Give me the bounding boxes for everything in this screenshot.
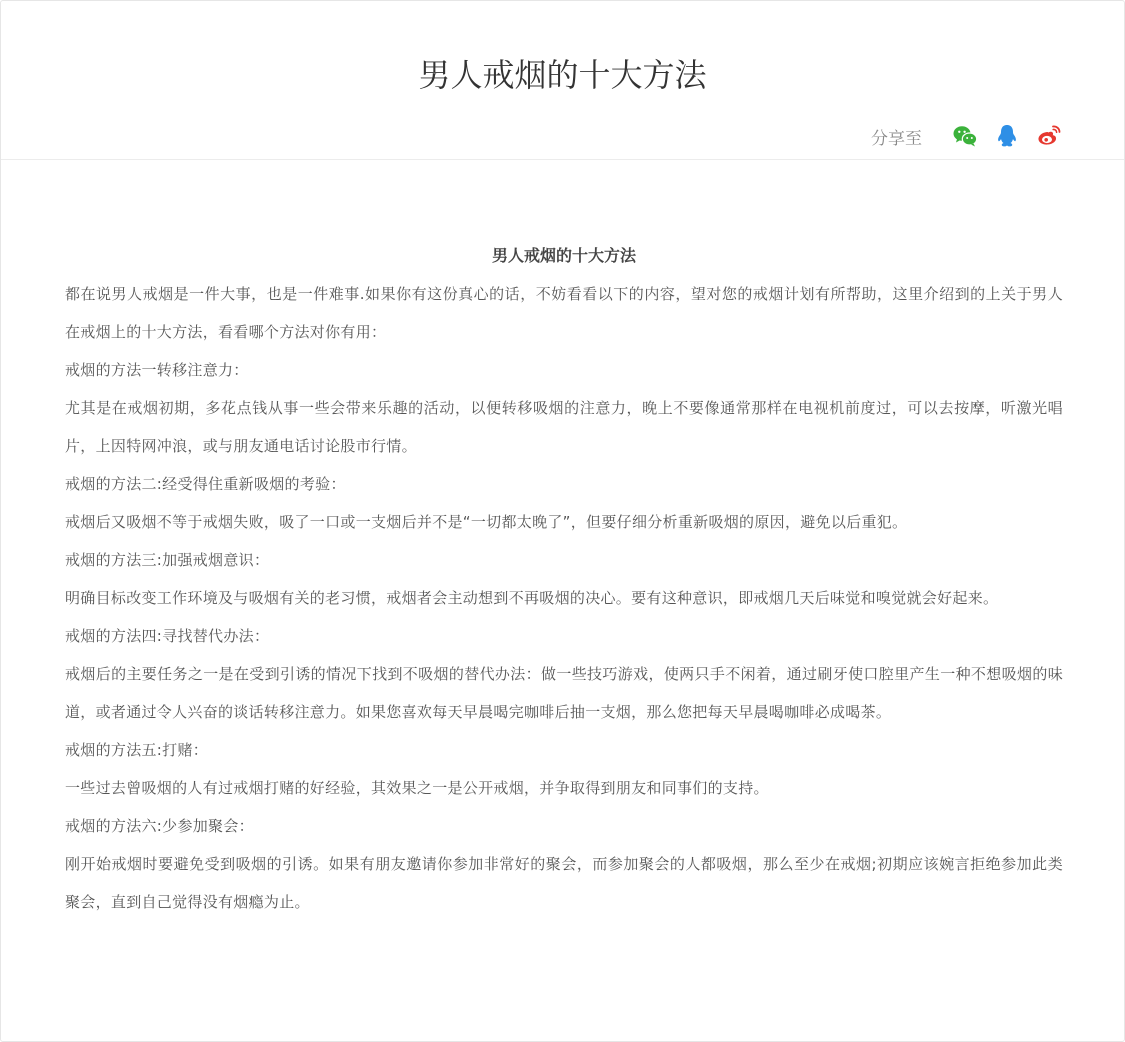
wechat-icon[interactable] — [952, 123, 978, 149]
method-5-text: 一些过去曾吸烟的人有过戒烟打赌的好经验，其效果之一是公开戒烟，并争取得到朋友和同事们的支持。 — [65, 779, 769, 797]
method-3-title: 戒烟的方法三:加强戒烟意识： — [65, 551, 270, 569]
weibo-icon[interactable] — [1036, 123, 1062, 149]
share-bar — [871, 121, 1062, 151]
method-5-title: 戒烟的方法五:打赌： — [65, 741, 209, 759]
method-3-text: 明确目标改变工作环境及与吸烟有关的老习惯，戒烟者会主动想到不再吸烟的决心。要有这种意识，即戒烟几天后味觉和嗅觉就会好起来。 — [65, 589, 999, 607]
share-label: 分享至 — [871, 128, 922, 149]
method-6-text: 刚开始戒烟时要避免受到吸烟的引诱。如果有朋友邀请你参加非常好的聚会，而参加聚会的人都吸烟，那么至少在戒烟;初期应该婉言拒绝参加此类聚会，直到自己觉得没有烟瘾为止。 — [65, 855, 1063, 911]
method-4-title: 戒烟的方法四:寻找替代办法： — [65, 627, 270, 645]
article-body — [65, 237, 1063, 921]
method-2-title: 戒烟的方法二:经受得住重新吸烟的考验： — [65, 475, 346, 493]
article-heading: 男人戒烟的十大方法 — [491, 246, 636, 265]
method-4-text: 戒烟后的主要任务之一是在受到引诱的情况下找到不吸烟的替代办法：做一些技巧游戏，使两只手不闲着，通过刷牙使口腔里产生一种不想吸烟的味道，或者通过令人兴奋的谈话转移注意力。如果您喜欢每天早晨喝完咖啡后抽一支烟，那么您把每天早晨喝咖啡必成喝茶。 — [65, 665, 1063, 721]
method-2-text: 戒烟后又吸烟不等于戒烟失败，吸了一口或一支烟后并不是“一切都太晚了”，但要仔细分析重新吸烟的原因，避免以后重犯。 — [65, 513, 908, 531]
method-1-text: 尤其是在戒烟初期，多花点钱从事一些会带来乐趣的活动，以便转移吸烟的注意力，晚上不要像通常那样在电视机前度过，可以去按摩，听激光唱片，上因特网冲浪，或与朋友通电话讨论股市行情。 — [65, 399, 1063, 455]
qq-icon[interactable] — [994, 123, 1020, 149]
page-title: 男人戒烟的十大方法 — [418, 56, 707, 94]
method-1-title: 戒烟的方法一转移注意力： — [65, 361, 249, 379]
method-6-title: 戒烟的方法六:少参加聚会： — [65, 817, 254, 835]
intro-paragraph: 都在说男人戒烟是一件大事，也是一件难事.如果你有这份真心的话，不妨看看以下的内容，望对您的戒烟计划有所帮助，这里介绍到的上关于男人在戒烟上的十大方法，看看哪个方法对你有用： — [65, 285, 1063, 341]
article-header — [1, 1, 1124, 160]
